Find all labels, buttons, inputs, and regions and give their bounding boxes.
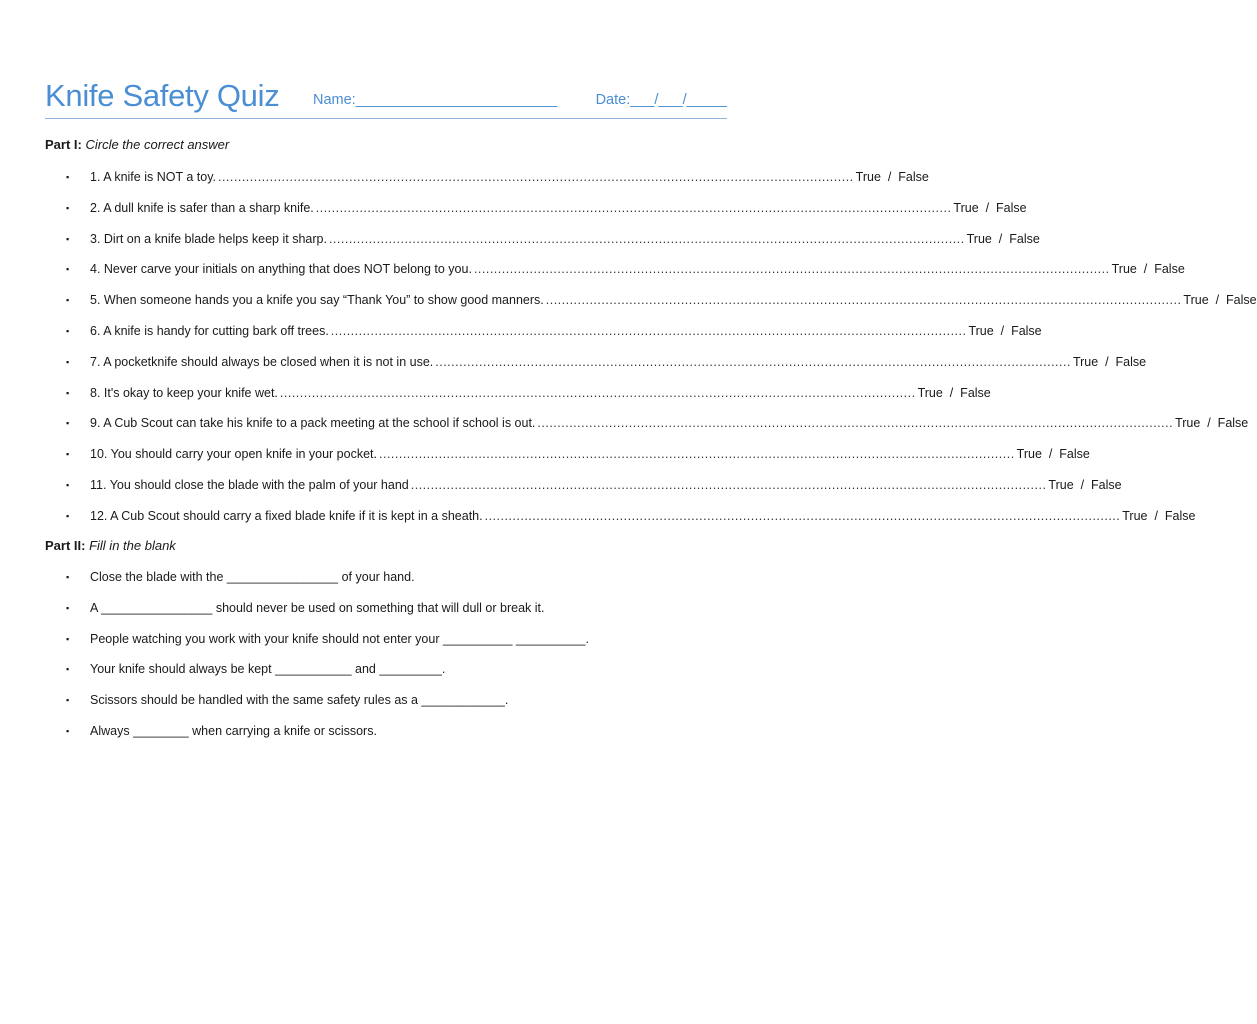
bullet-icon: ▪ bbox=[66, 664, 70, 674]
question-text: 4. Never carve your initials on anything that does NOT belong to you. bbox=[90, 262, 472, 276]
true-false-choices[interactable]: True / False bbox=[1048, 478, 1122, 492]
dot-leader: ................................................................................................................................................................ bbox=[545, 293, 1182, 307]
fill-blank-row bbox=[66, 629, 686, 649]
fill-blank-text[interactable]: Close the blade with the ________________ of your hand. bbox=[90, 570, 415, 584]
bullet-icon: ▪ bbox=[66, 388, 70, 398]
bullet-icon: ▪ bbox=[66, 449, 70, 459]
dot-leader: ................................................................................................................................................................ bbox=[330, 324, 967, 338]
true-false-choices[interactable]: True / False bbox=[1016, 447, 1090, 461]
part2-heading bbox=[45, 538, 176, 553]
fill-blank-text[interactable]: Your knife should always be kept ___________ and _________. bbox=[90, 662, 446, 676]
dot-leader: ................................................................................................................................................................ bbox=[379, 447, 1015, 461]
true-false-choices[interactable]: True / False bbox=[855, 170, 929, 184]
dot-leader: ................................................................................................................................................................ bbox=[473, 262, 1110, 276]
true-false-choices[interactable]: True / False bbox=[966, 232, 1040, 246]
bullet-icon: ▪ bbox=[66, 234, 70, 244]
question-row bbox=[66, 383, 991, 403]
bullet-icon: ▪ bbox=[66, 203, 70, 213]
dot-leader: ................................................................................................................................................................ bbox=[484, 509, 1121, 523]
true-false-choices[interactable]: True / False bbox=[1122, 509, 1196, 523]
fill-blank-text[interactable]: People watching you work with your knife should not enter your __________ __________. bbox=[90, 632, 589, 646]
question-row bbox=[66, 475, 1122, 495]
dot-leader: ................................................................................................................................................................ bbox=[435, 355, 1071, 369]
question-text: 5. When someone hands you a knife you say “Thank You” to show good manners. bbox=[90, 293, 544, 307]
question-text: 1. A knife is NOT a toy. bbox=[90, 170, 216, 184]
fill-blank-row bbox=[66, 721, 686, 741]
bullet-icon: ▪ bbox=[66, 726, 70, 736]
fill-blank-text[interactable]: Always ________ when carrying a knife or scissors. bbox=[90, 724, 377, 738]
bullet-icon: ▪ bbox=[66, 634, 70, 644]
question-row bbox=[66, 259, 1185, 279]
dot-leader: ................................................................................................................................................................ bbox=[328, 232, 965, 246]
question-text: 3. Dirt on a knife blade helps keep it sharp. bbox=[90, 232, 327, 246]
part1-instruction: Circle the correct answer bbox=[85, 137, 230, 152]
name-field: Name:_________________________ bbox=[313, 92, 558, 108]
fill-blank-text[interactable]: A ________________ should never be used on something that will dull or break it. bbox=[90, 601, 545, 615]
dot-leader: ................................................................................................................................................................ bbox=[279, 386, 916, 400]
part2-instruction: Fill in the blank bbox=[89, 538, 176, 553]
true-false-choices[interactable]: True / False bbox=[1111, 262, 1185, 276]
question-row bbox=[66, 444, 1090, 464]
bullet-icon: ▪ bbox=[66, 480, 70, 490]
fill-blank-row bbox=[66, 567, 686, 587]
bullet-icon: ▪ bbox=[66, 603, 70, 613]
fill-blank-row bbox=[66, 690, 686, 710]
page-title: Knife Safety Quiz bbox=[45, 78, 280, 113]
question-text: 8. It's okay to keep your knife wet. bbox=[90, 386, 278, 400]
true-false-choices[interactable]: True / False bbox=[1175, 416, 1249, 430]
true-false-choices[interactable]: True / False bbox=[917, 386, 991, 400]
question-row bbox=[66, 167, 929, 187]
question-row bbox=[66, 290, 1257, 310]
fill-blank-row bbox=[66, 659, 686, 679]
bullet-icon: ▪ bbox=[66, 418, 70, 428]
dot-leader: ................................................................................................................................................................ bbox=[315, 201, 952, 215]
question-row bbox=[66, 352, 1147, 372]
date-field: Date:___/___/_____ bbox=[595, 92, 727, 108]
bullet-icon: ▪ bbox=[66, 295, 70, 305]
question-text: 7. A pocketknife should always be closed when it is not in use. bbox=[90, 355, 434, 369]
dot-leader: ................................................................................................................................................................ bbox=[537, 416, 1174, 430]
true-false-choices[interactable]: True / False bbox=[968, 324, 1042, 338]
bullet-icon: ▪ bbox=[66, 695, 70, 705]
question-row bbox=[66, 198, 1027, 218]
question-text: 6. A knife is handy for cutting bark off trees. bbox=[90, 324, 329, 338]
fill-blank-text[interactable]: Scissors should be handled with the same safety rules as a ____________. bbox=[90, 693, 509, 707]
question-text: 11. You should close the blade with the palm of your hand bbox=[90, 478, 409, 492]
bullet-icon: ▪ bbox=[66, 172, 70, 182]
dot-leader: ................................................................................................................................................................ bbox=[410, 478, 1047, 492]
true-false-choices[interactable]: True / False bbox=[1072, 355, 1147, 369]
dot-leader: ................................................................................................................................................................ bbox=[217, 170, 854, 184]
question-text: 2. A dull knife is safer than a sharp knife. bbox=[90, 201, 314, 215]
fill-blank-row bbox=[66, 598, 686, 618]
part2-label: Part II: bbox=[45, 538, 86, 553]
bullet-icon: ▪ bbox=[66, 326, 70, 336]
bullet-icon: ▪ bbox=[66, 357, 70, 367]
true-false-choices[interactable]: True / False bbox=[953, 201, 1027, 215]
bullet-icon: ▪ bbox=[66, 264, 70, 274]
bullet-icon: ▪ bbox=[66, 511, 70, 521]
part1-heading bbox=[45, 137, 229, 152]
question-row bbox=[66, 321, 1042, 341]
part1-label: Part I: bbox=[45, 137, 82, 152]
question-text: 10. You should carry your open knife in your pocket. bbox=[90, 447, 377, 461]
question-text: 12. A Cub Scout should carry a fixed blade knife if it is kept in a sheath. bbox=[90, 509, 483, 523]
question-row bbox=[66, 506, 1196, 526]
question-row bbox=[66, 229, 1040, 249]
question-row bbox=[66, 413, 1249, 433]
quiz-header bbox=[45, 78, 727, 119]
bullet-icon: ▪ bbox=[66, 572, 70, 582]
question-text: 9. A Cub Scout can take his knife to a pack meeting at the school if school is out. bbox=[90, 416, 536, 430]
true-false-choices[interactable]: True / False bbox=[1183, 293, 1257, 307]
